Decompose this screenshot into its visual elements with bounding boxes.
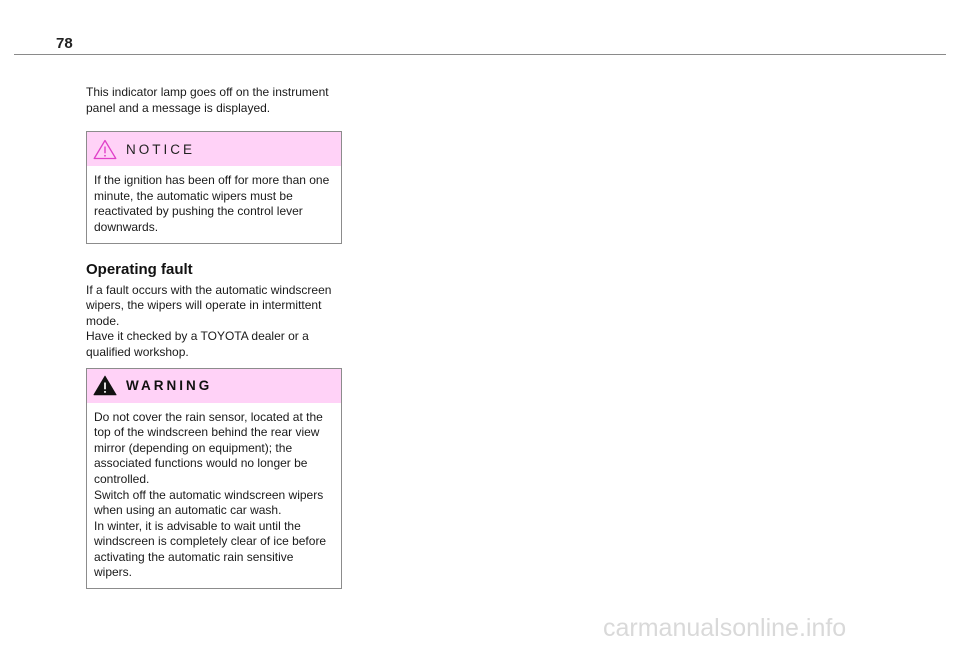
notice-body: If the ignition has been off for more than one minute, the automatic wipers must be reactivated by pushing the control lever downwards. bbox=[94, 173, 330, 234]
page-number: 78 bbox=[56, 35, 73, 52]
notice-triangle-icon bbox=[93, 139, 117, 160]
header-divider bbox=[14, 54, 946, 55]
warning-box bbox=[86, 368, 342, 590]
warning-title: WARNING bbox=[126, 378, 213, 394]
content-column bbox=[86, 85, 342, 589]
notice-title: NOTICE bbox=[126, 141, 196, 157]
warning-header bbox=[87, 369, 341, 403]
watermark: carmanualsonline.info bbox=[603, 614, 847, 642]
warning-body: Do not cover the rain sensor, located at the top of the windscreen behind the rear view mirror (depending on equipment); the associated functions would no longer be controlled. Switch off the automatic windscreen wipers when using an automatic car wash. In winter, it is advisable to wait until the windscreen is completely clear of ice before activating the automatic rain sensitive wipers. bbox=[94, 409, 327, 580]
notice-box bbox=[86, 131, 342, 243]
operating-fault-paragraph: If a fault occurs with the automatic windscreen wipers, the wipers will operate in intermittent mode. Have it checked by a TOYOTA dealer or a qualified workshop. bbox=[86, 282, 332, 359]
notice-header bbox=[87, 132, 341, 166]
intro-paragraph: This indicator lamp goes off on the instrument panel and a message is displayed. bbox=[86, 85, 329, 115]
operating-fault-heading: Operating fault bbox=[86, 260, 193, 278]
warning-triangle-icon bbox=[93, 375, 117, 396]
